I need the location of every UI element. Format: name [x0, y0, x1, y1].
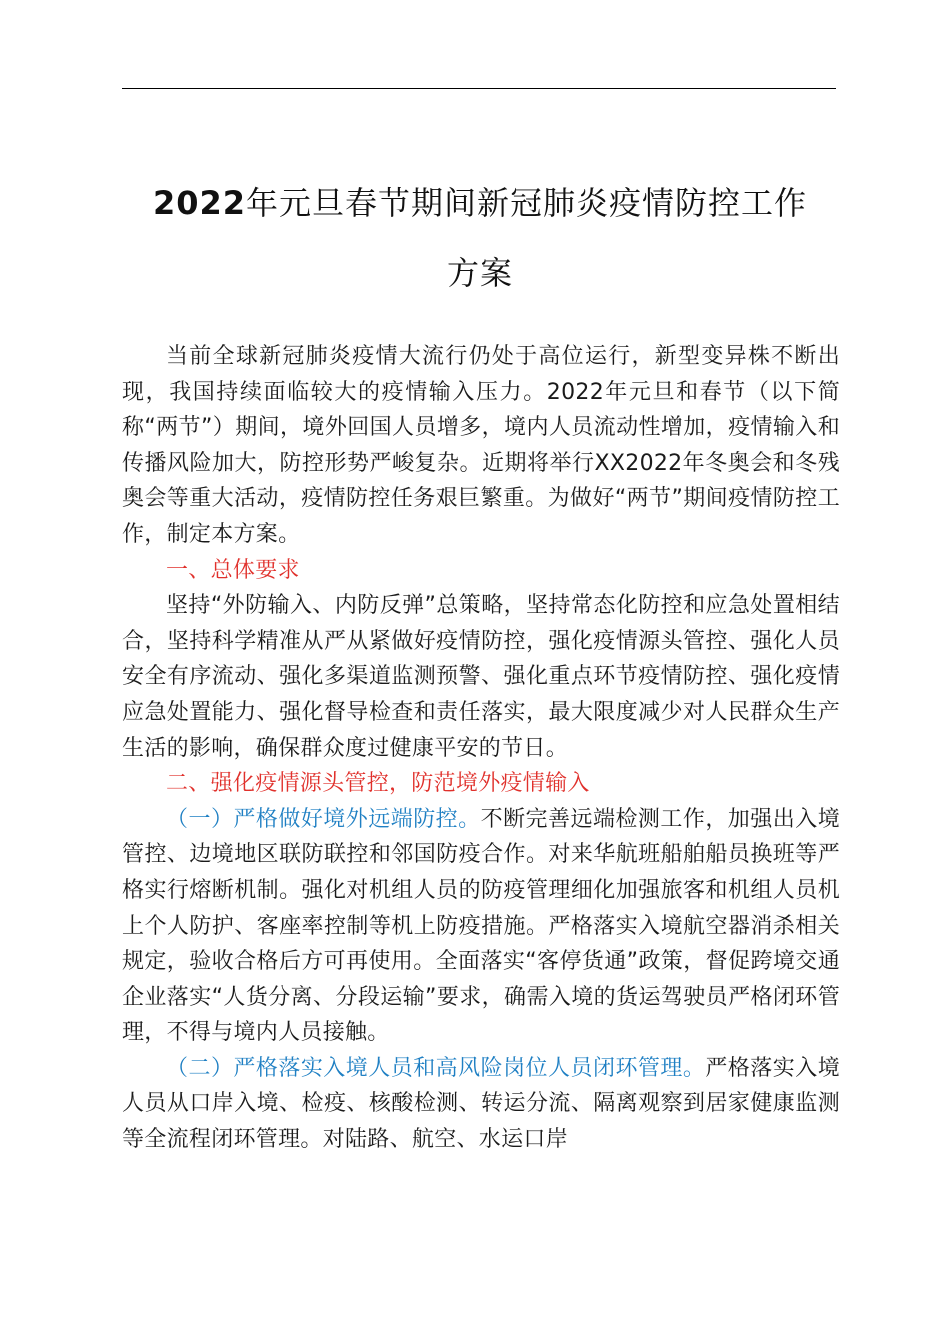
section1-heading: 一、总体要求 — [166, 557, 300, 583]
subsection1-heading: （一）严格做好境外远端防控。 — [166, 806, 481, 832]
document-body — [122, 339, 840, 1158]
header-rule — [122, 88, 836, 89]
subsection1-paragraph — [122, 802, 840, 1051]
section1-paragraph: 坚持“外防输入、内防反弹”总策略，坚持常态化防控和应急处置相结合，坚持科学精准从严从紧做好疫情防控，强化疫情源头管控、强化人员安全有序流动、强化多渠道监测预警、强化重点环节疫情防控、强化疫情应急处置能力、强化督导检查和责任落实，最大限度减少对人民群众生产生活的影响，确保群众度过健康平安的节日。 — [122, 593, 840, 761]
subsection1-text: 不断完善远端检测工作，加强出入境管控、边境地区联防联控和邻国防疫合作。对来华航班船舶船员换班等严格实行熔断机制。强化对机组人员的防疫管理细化加强旅客和机组人员机上个人防护、客座率控制等机上防疫措施。严格落实入境航空器消杀相关规定，验收合格后方可再使用。全面落实“客停货通”政策，督促跨境交通企业落实“人货分离、分段运输”要求，确需入境的货运驾驶员严格闭环管理，不得与境内人员接触。 — [122, 806, 840, 1046]
document-title-line2: 方案 — [446, 254, 513, 292]
subsection2-paragraph — [122, 1051, 840, 1158]
title-text: 年元旦春节期间新冠肺炎疫情防控工作 — [246, 184, 808, 222]
subsection2-text: 严格落实入境人员从口岸入境、检疫、核酸检测、转运分流、隔离观察到居家健康监测等全流程闭环管理。对陆路、航空、水运口岸 — [122, 1055, 840, 1153]
subsection2-heading: （二）严格落实入境人员和高风险岗位人员闭环管理。 — [166, 1055, 706, 1081]
document-title-line1 — [110, 178, 850, 224]
section2-heading: 二、强化疫情源头管控，防范境外疫情输入 — [166, 771, 590, 797]
title-year: 2022 — [152, 184, 247, 222]
intro-paragraph: 当前全球新冠肺炎疫情大流行仍处于高位运行，新型变异株不断出现，我国持续面临较大的疫情输入压力。2022年元旦和春节（以下简称“两节”）期间，境外回国人员增多，境内人员流动性增加，疫情输入和传播风险加大，防控形势严峻复杂。近期将举行XX2022年冬奥会和冬残奥会等重大活动，疫情防控任务艰巨繁重。为做好“两节”期间疫情防控工作，制定本方案。 — [122, 344, 840, 547]
